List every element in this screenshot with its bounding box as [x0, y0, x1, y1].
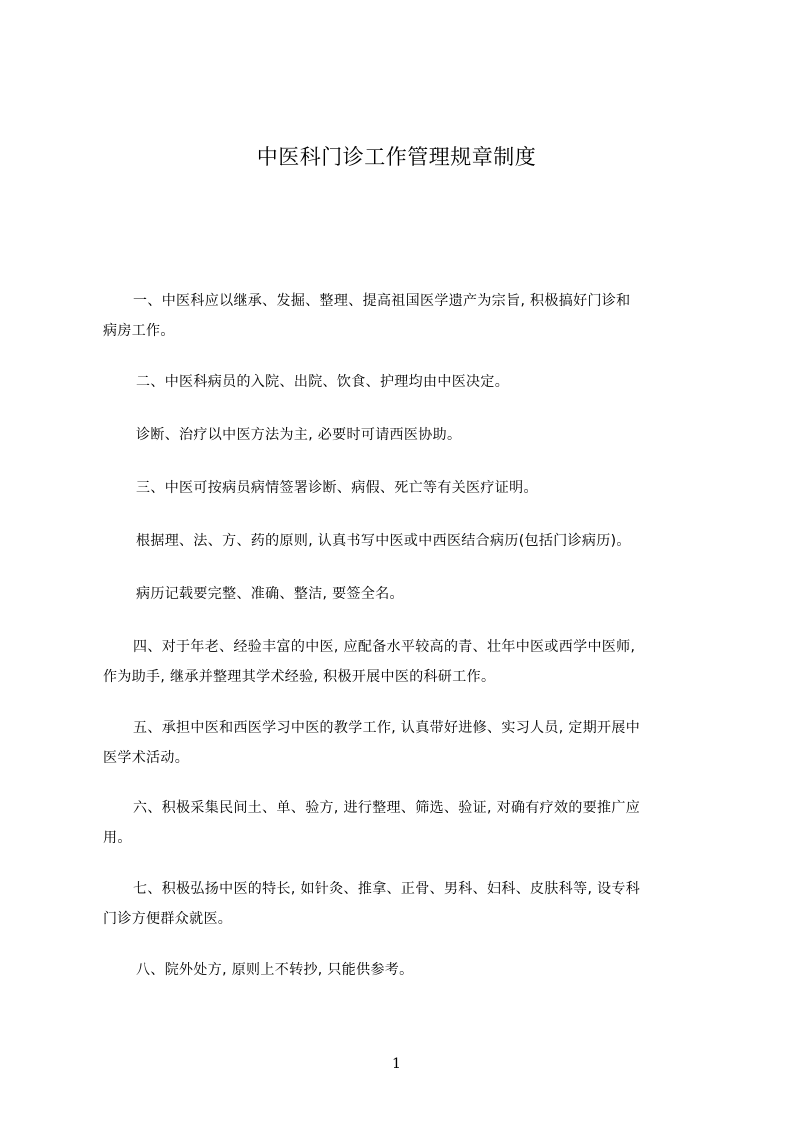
paragraph-line: 医学术活动。	[103, 750, 190, 766]
paragraph-line: 二、中医科病员的入院、出院、饮食、护理均由中医决定。	[136, 374, 510, 390]
paragraph-line: 门诊方便群众就医。	[103, 911, 233, 927]
paragraph-10	[103, 874, 705, 934]
paragraph-7	[103, 632, 705, 692]
page-number: 1	[392, 1056, 401, 1072]
paragraph-line: 一、中医科应以继承、发掘、整理、提高祖国医学遗产为宗旨, 积极搞好门诊和	[133, 293, 631, 309]
paragraph-line: 四、对于年老、经验丰富的中医, 应配备水平较高的青、壮年中医或西学中医师,	[133, 639, 636, 655]
paragraph-line: 病房工作。	[103, 323, 175, 339]
paragraph-line: 病历记载要完整、准确、整洁, 要签全名。	[136, 586, 404, 602]
paragraph-line: 七、积极弘扬中医的特长, 如针灸、推拿、正骨、男科、妇科、皮肤科等, 设专科	[133, 881, 641, 897]
paragraph-5	[103, 526, 705, 556]
paragraph-9	[103, 793, 705, 853]
paragraph-line: 用。	[103, 830, 132, 846]
paragraph-11	[103, 955, 705, 985]
paragraph-line: 根据理、法、方、药的原则, 认真书写中医或中西医结合病历(包括门诊病历)。	[136, 533, 631, 549]
paragraph-line: 作为助手, 继承并整理其学术经验, 积极开展中医的科研工作。	[103, 669, 496, 685]
paragraph-4	[103, 473, 705, 503]
paragraph-3	[103, 420, 705, 450]
paragraph-6	[103, 579, 705, 609]
paragraph-line: 五、承担中医和西医学习中医的教学工作, 认真带好进修、实习人员, 定期开展中	[133, 720, 641, 736]
paragraph-line: 三、中医可按病员病情签署诊断、病假、死亡等有关医疗证明。	[136, 480, 538, 496]
paragraph-line: 八、院外处方, 原则上不转抄, 只能供参考。	[136, 962, 414, 978]
paragraph-line: 六、积极采集民间土、单、验方, 进行整理、筛选、验证, 对确有疗效的要推广应	[133, 800, 641, 816]
paragraph-2	[103, 367, 705, 397]
document-title: 中医科门诊工作管理规章制度	[256, 145, 537, 169]
paragraph-8	[103, 713, 705, 773]
paragraph-1	[103, 286, 705, 346]
paragraph-line: 诊断、治疗以中医方法为主, 必要时可请西医协助。	[136, 427, 462, 443]
